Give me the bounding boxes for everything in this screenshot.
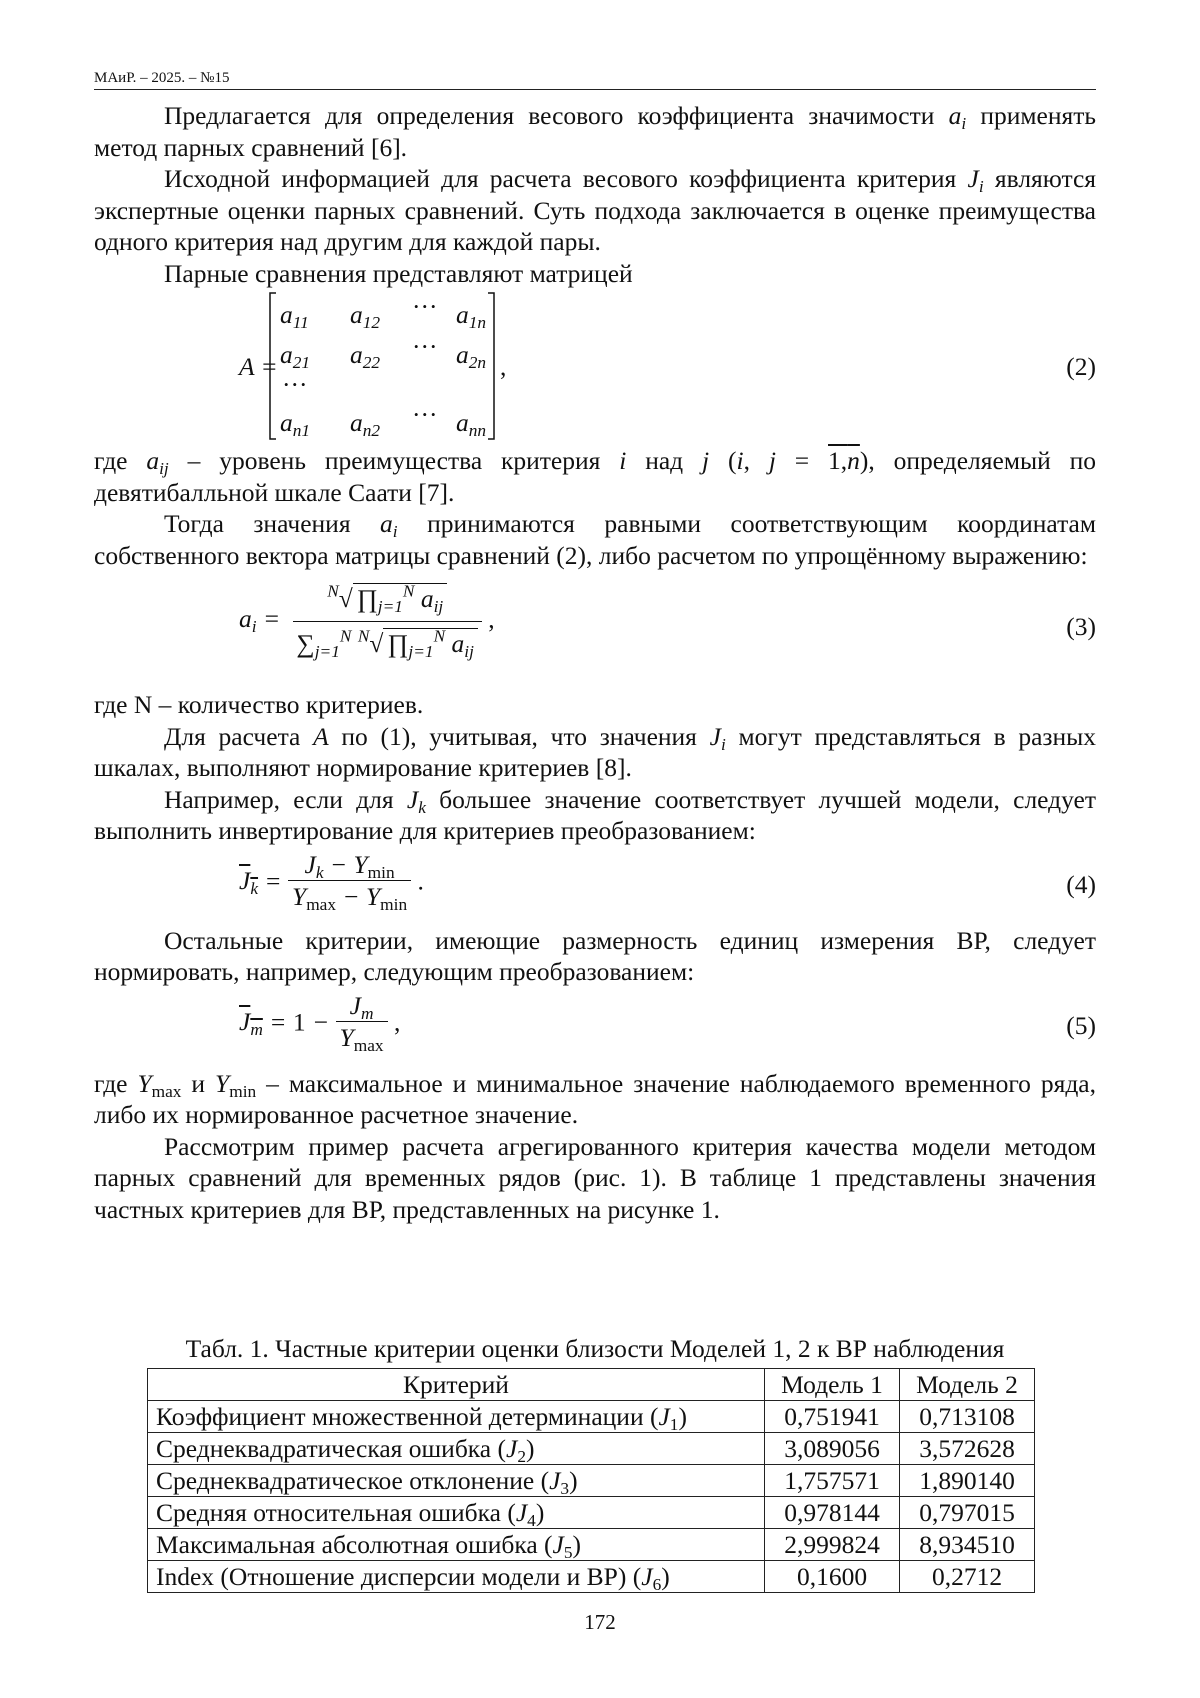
header-criterion: Критерий [148, 1369, 765, 1401]
matrix-a12: a12 [350, 299, 380, 331]
table-row [148, 1401, 1035, 1433]
table-caption: Табл. 1. Частные критерии оценки близости Моделей 1, 2 к ВР наблюдения [94, 1334, 1096, 1364]
cell-model-2: 8,934510 [900, 1529, 1035, 1561]
paragraph-10: где Ymax и Ymin – максимальное и минимальное значение наблюдаемого временного ряда, либо их нормированное расчетное значение. [94, 1068, 1096, 1131]
row-label: Среднеквадратическая ошибка (J2) [148, 1433, 765, 1465]
journal-page [0, 0, 1200, 1698]
row-label: Index (Отношение дисперсии модели и ВР) (J6) [148, 1561, 765, 1593]
cell-model-1: 3,089056 [765, 1433, 900, 1465]
row-label: Коэффициент множественной детерминации (J1) [148, 1401, 765, 1433]
paragraph-3: Парные сравнения представляют матрицей [94, 258, 1096, 290]
row-label: Средняя относительная ошибка (J4) [148, 1497, 765, 1529]
equation-4-formula: Jk = Jk − Ymin Ymax − Ymin . [239, 849, 424, 913]
matrix-a2n: a2n [456, 339, 486, 371]
cell-model-2: 0,2712 [900, 1561, 1035, 1593]
running-head: МАиР. – 2025. – №15 [94, 70, 229, 87]
matrix-an1: an1 [280, 407, 310, 439]
table-row [148, 1465, 1035, 1497]
equation-3 [94, 571, 1096, 689]
matrix-ann: ann [456, 407, 486, 439]
paragraph-1: Предлагается для определения весового коэффициента значимости ai применять метод парных сравнений [6]. [94, 100, 1096, 163]
equation-5-formula: Jm = 1 − Jm Ymax , [239, 990, 400, 1054]
table-header-row [148, 1369, 1035, 1401]
equation-2: A = a11 a12 ··· a1n a21 a22 ··· a2n ··· an1 an2 ··· ann , (2) [94, 289, 1096, 445]
cell-model-2: 0,797015 [900, 1497, 1035, 1529]
paragraph-7: Для расчета A по (1), учитывая, что значения Ji могут представляться в разных шкалах, выполняют нормирование критериев [8]. [94, 721, 1096, 784]
paragraph-8: Например, если для Jk большее значение соответствует лучшей модели, следует выполнить инвертирование для критериев преобразованием: [94, 784, 1096, 847]
matrix-dots-1: ··· [412, 291, 437, 323]
row-label: Среднеквадратическое отклонение (J3) [148, 1465, 765, 1497]
paragraph-2: Исходной информацией для расчета весового коэффициента критерия Ji являются экспертные оценки парных сравнений. Суть подхода заключается в оценке преимущества одного критерия над другим для каждой пары. [94, 163, 1096, 258]
equation-4 [94, 847, 1096, 925]
matrix-lhs: A = [239, 351, 278, 383]
table-row [148, 1561, 1035, 1593]
header-model-2: Модель 2 [900, 1369, 1035, 1401]
cell-model-1: 1,757571 [765, 1465, 900, 1497]
cell-model-1: 0,751941 [765, 1401, 900, 1433]
equation-3-number: (3) [1066, 611, 1096, 643]
matrix-an2: an2 [350, 407, 380, 439]
cell-model-1: 0,978144 [765, 1497, 900, 1529]
table-row [148, 1529, 1035, 1561]
page-number: 172 [0, 1610, 1200, 1635]
paragraph-11: Рассмотрим пример расчета агрегированного критерия качества модели методом парных сравнений для временных рядов (рис. 1). В таблице 1 представлены значения частных критериев для ВР, представленных на рисунке 1. [94, 1131, 1096, 1226]
cell-model-2: 3,572628 [900, 1433, 1035, 1465]
paragraph-4: где aij – уровень преимущества критерия i над j (i, j = 1,n), определяемый по девятибалльной шкале Саати [7]. [94, 445, 1096, 508]
matrix-a21: a21 [280, 339, 310, 371]
matrix-a11: a11 [280, 299, 309, 331]
equation-5-number: (5) [1066, 1010, 1096, 1042]
equation-2-number: (2) [1066, 351, 1096, 383]
header-model-1: Модель 1 [765, 1369, 900, 1401]
equation-3-formula: ai = N√ ∏j=1N aij ∑j=1N N√ ∏j=1N aij , [239, 579, 495, 659]
header-rule [94, 89, 1096, 90]
article-body [94, 100, 1096, 1225]
paragraph-9: Остальные критерии, имеющие размерность единиц измерения ВР, следует нормировать, например, следующим преобразованием: [94, 925, 1096, 988]
matrix-a22: a22 [350, 339, 380, 371]
cell-model-1: 2,999824 [765, 1529, 900, 1561]
matrix-dots-col: ··· [282, 369, 307, 401]
cell-model-2: 1,890140 [900, 1465, 1035, 1497]
equation-5 [94, 988, 1096, 1068]
table-row [148, 1433, 1035, 1465]
paragraph-5: Тогда значения ai принимаются равными соответствующим координатам собственного вектора матрицы сравнений (2), либо расчетом по упрощённому выражению: [94, 508, 1096, 571]
matrix-dots-4: ··· [412, 399, 437, 431]
row-label: Максимальная абсолютная ошибка (J5) [148, 1529, 765, 1561]
paragraph-6: где N – количество критериев. [94, 689, 1096, 721]
equation-4-number: (4) [1066, 869, 1096, 901]
matrix-dots-2: ··· [412, 331, 437, 363]
cell-model-1: 0,1600 [765, 1561, 900, 1593]
table-row [148, 1497, 1035, 1529]
matrix-a1n: a1n [456, 299, 486, 331]
cell-model-2: 0,713108 [900, 1401, 1035, 1433]
criteria-table [147, 1368, 1035, 1593]
